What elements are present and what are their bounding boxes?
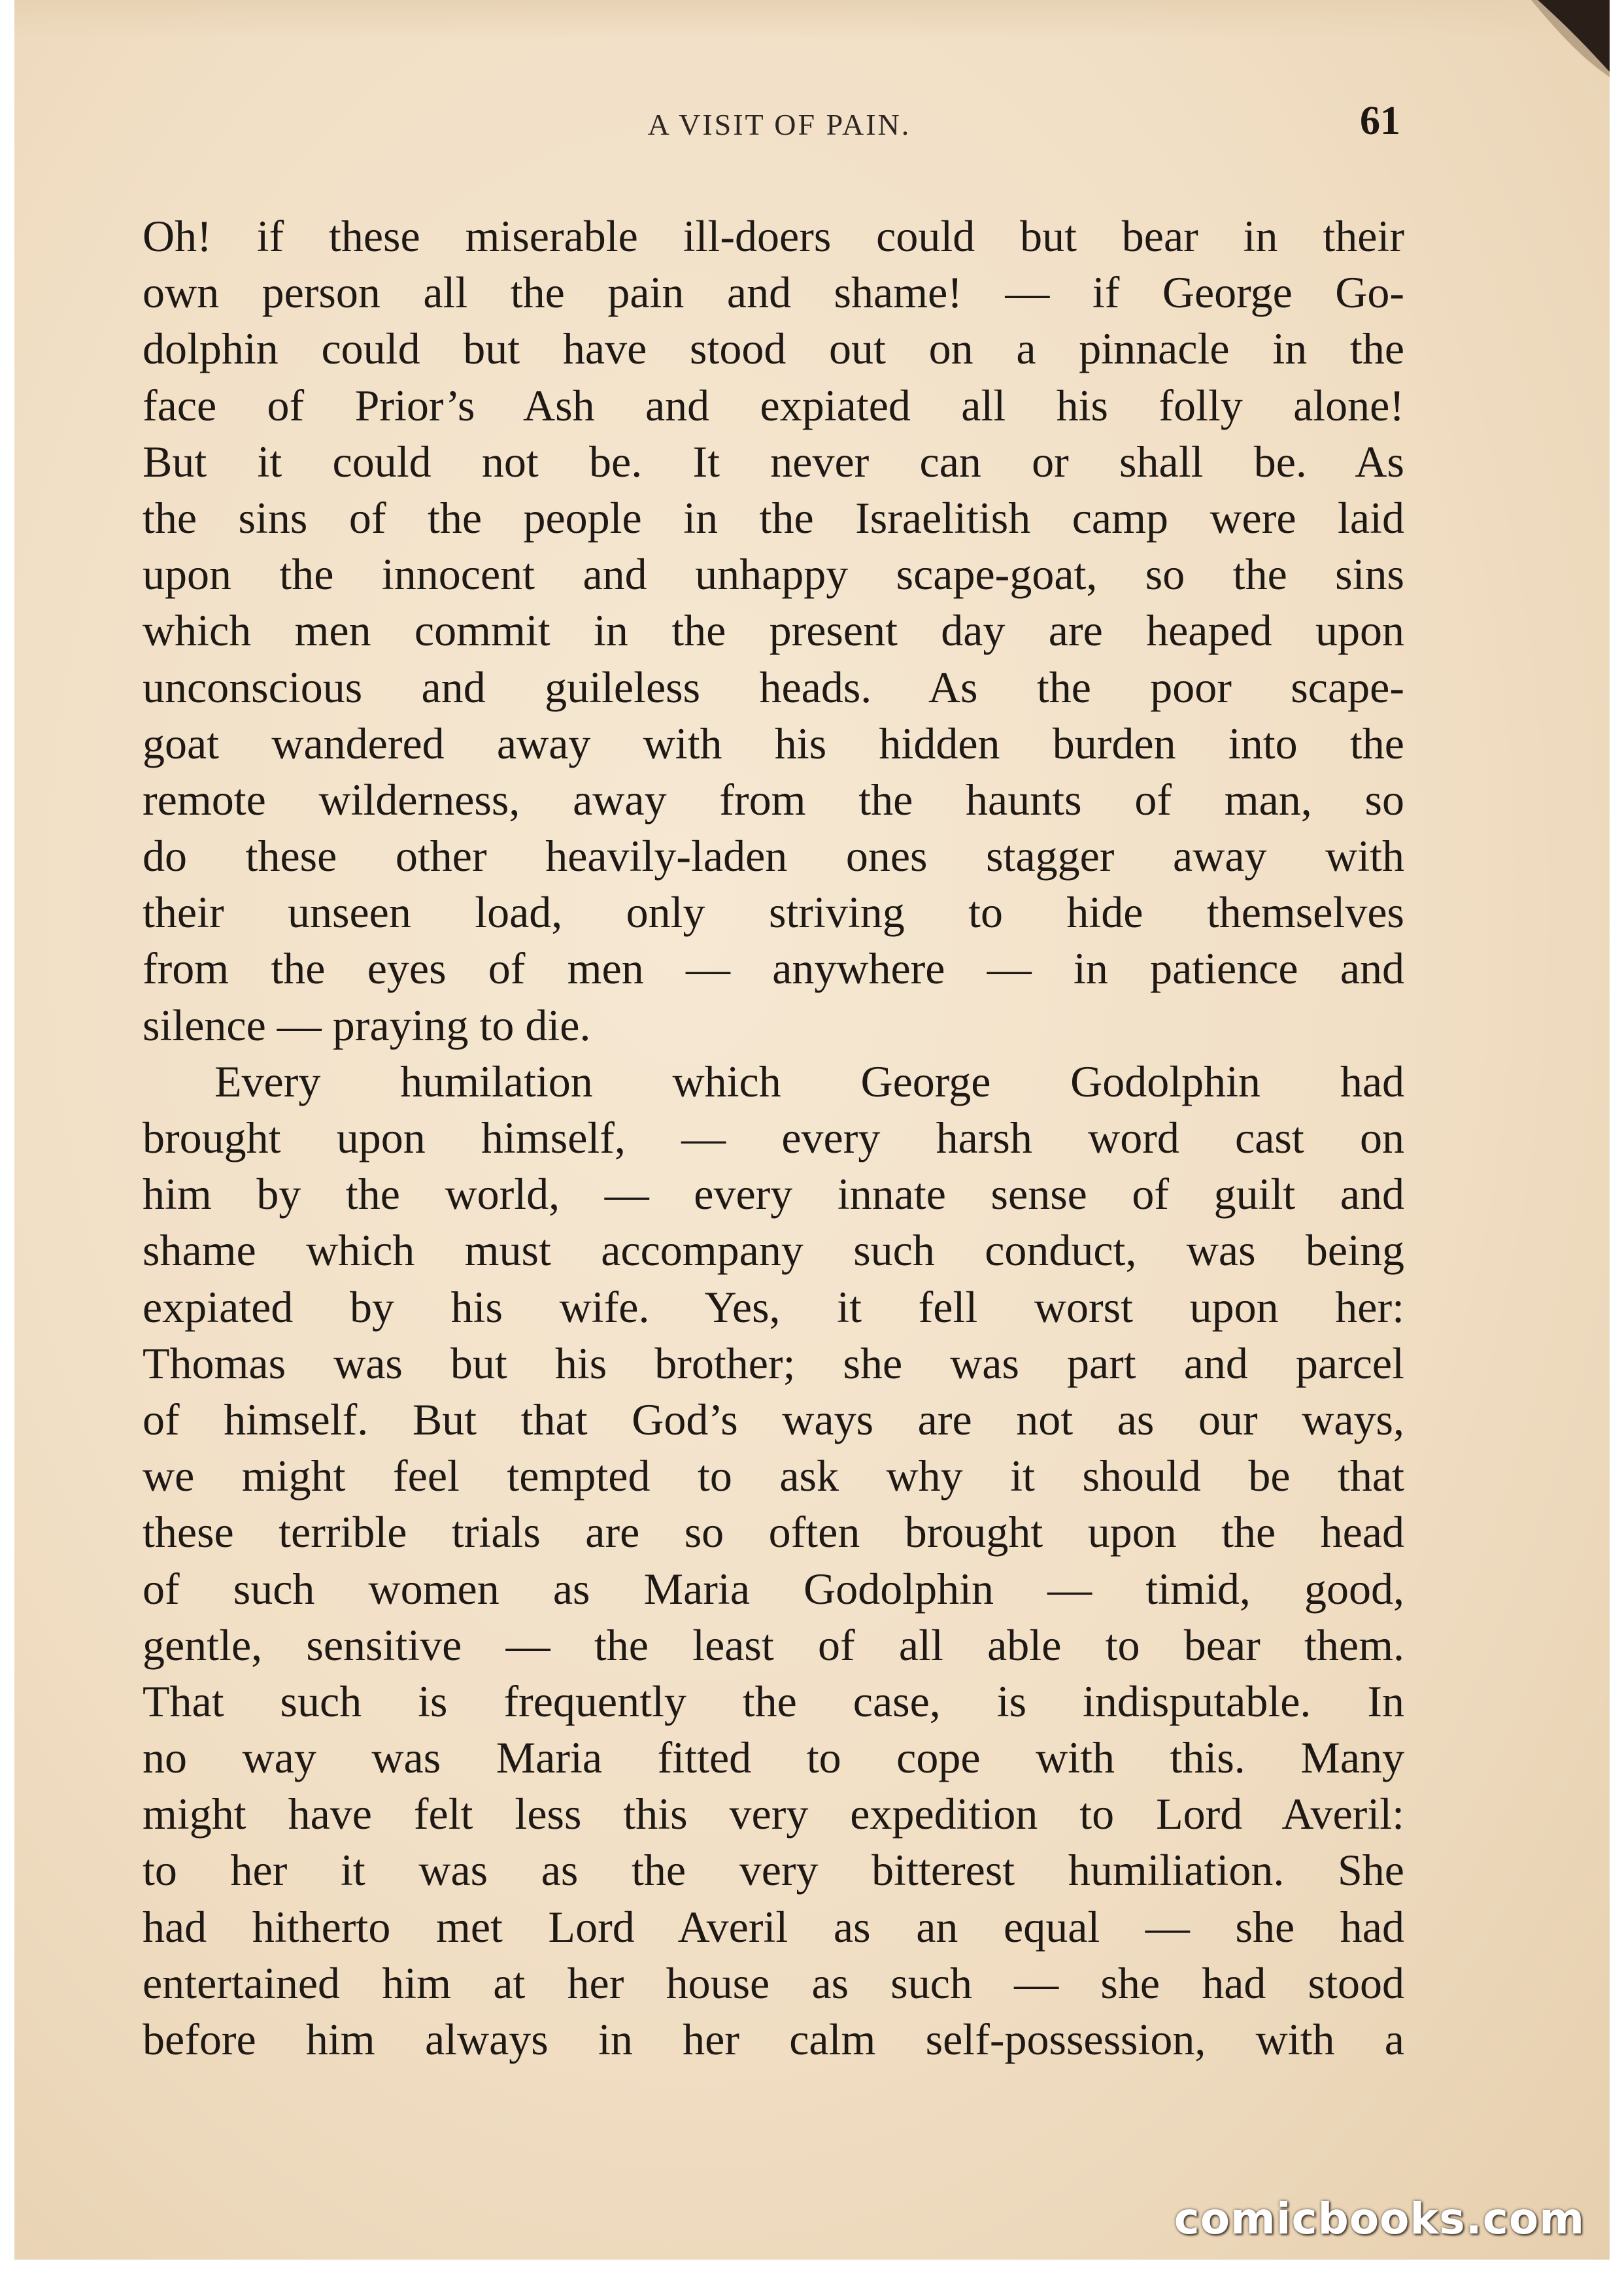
text-line: dolphin could but have stood out on a pinnacle in the (143, 324, 1404, 374)
text-line: unconscious and guileless heads. As the poor scape- (143, 662, 1404, 712)
page-number: 61 (1360, 99, 1400, 143)
text-line: Every humilation which George Godolphin had (214, 1056, 1404, 1106)
text-line: Oh! if these miserable ill-doers could but bear in their (143, 211, 1404, 261)
text-line: which men commit in the present day are heaped upon (143, 605, 1404, 656)
text-line: upon the innocent and unhappy scape-goat, so the sins (143, 549, 1404, 600)
text-line: entertained him at her house as such — she had stood (143, 1958, 1404, 2008)
text-line: brought upon himself, — every harsh word cast on (143, 1113, 1404, 1162)
page-edge-shadow (14, 0, 1610, 39)
folded-corner-icon (1512, 0, 1610, 78)
text-line: do these other heavily-laden ones stagger away with (143, 831, 1404, 881)
text-line: to her it was as the very bitterest humiliation. She (143, 1845, 1404, 1895)
text-line: him by the world, — every innate sense of guilt and (143, 1169, 1404, 1219)
text-line: silence — praying to die. (143, 1000, 591, 1050)
text-line: of himself. But that God’s ways are not as our ways, (143, 1394, 1404, 1444)
text-line: goat wandered away with his hidden burden into the (143, 718, 1404, 768)
text-line: of such women as Maria Godolphin — timid, good, (143, 1563, 1404, 1614)
text-line: no way was Maria fitted to cope with this. Many (143, 1733, 1404, 1783)
text-line: Thomas was but his brother; she was part and parcel (143, 1338, 1404, 1388)
body-text (143, 208, 1404, 2067)
text-line: own person all the pain and shame! — if George Go- (143, 267, 1404, 318)
text-line: remote wilderness, away from the haunts of man, so (143, 774, 1404, 824)
text-line: face of Prior’s Ash and expiated all his folly alone! (143, 380, 1404, 430)
text-line: from the eyes of men — anywhere — in patience and (143, 943, 1404, 994)
running-head (158, 98, 1400, 157)
running-title: A VISIT OF PAIN. (647, 108, 911, 141)
paragraph (143, 1053, 1404, 2067)
text-line: before him always in her calm self-possession, with a (143, 2014, 1404, 2064)
text-line: That such is frequently the case, is indisputable. In (143, 1676, 1404, 1726)
text-line: But it could not be. It never can or shall be. As (143, 436, 1404, 486)
text-line: might have felt less this very expedition to Lord Averil: (143, 1789, 1404, 1839)
text-line: expiated by his wife. Yes, it fell worst upon her: (143, 1281, 1404, 1332)
text-line: shame which must accompany such conduct, was being (143, 1225, 1404, 1276)
text-line: these terrible trials are so often brought upon the head (143, 1507, 1404, 1557)
text-line: we might feel tempted to ask why it should be that (143, 1451, 1404, 1501)
paragraph (143, 208, 1404, 1053)
text-line: the sins of the people in the Israelitish camp were laid (143, 492, 1404, 543)
text-line: their unseen load, only striving to hide themselves (143, 887, 1404, 938)
text-line: had hitherto met Lord Averil as an equal — she had (143, 1901, 1404, 1952)
watermark-logo: comicbooks.com (1174, 2194, 1585, 2244)
text-line: gentle, sensitive — the least of all able to bear them. (143, 1620, 1404, 1670)
book-page (14, 0, 1610, 2260)
